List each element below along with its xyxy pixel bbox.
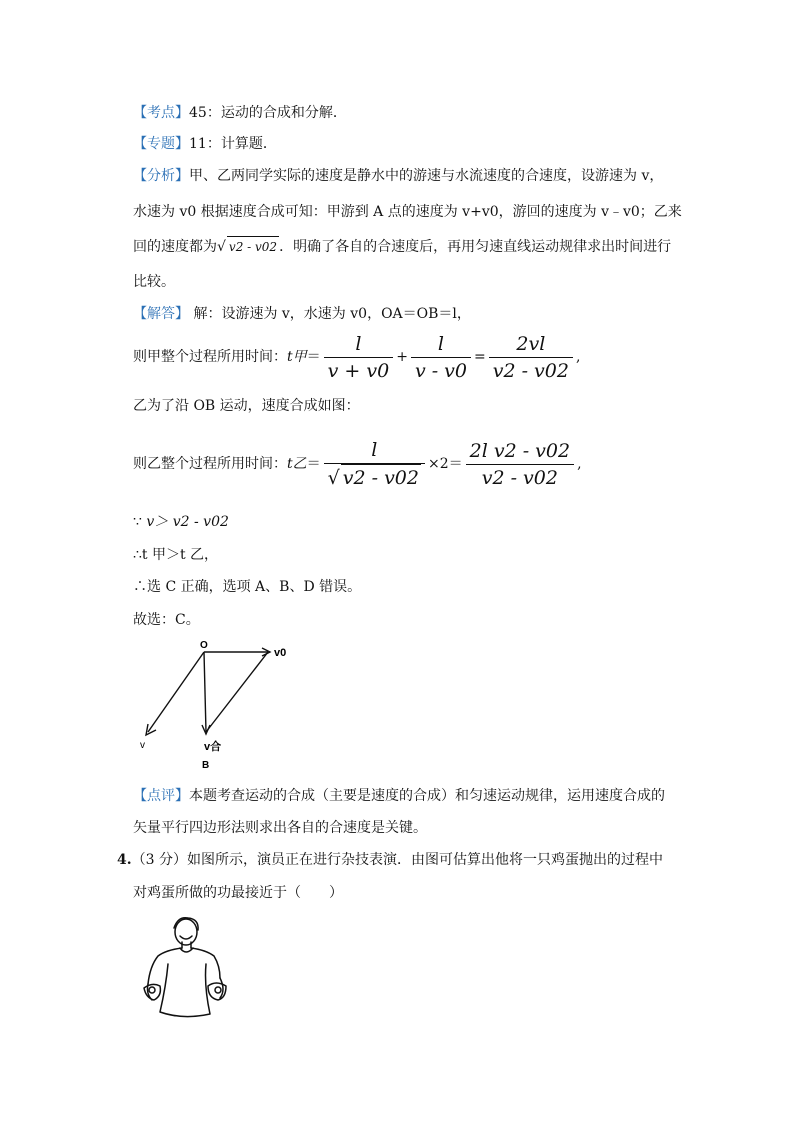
fenxi-tag: 【分析】 (133, 168, 189, 184)
yi-times: ×2＝ (427, 456, 463, 472)
v-arrow (148, 652, 204, 732)
because-line (133, 512, 229, 532)
zhuanti-tag: 【专题】 (133, 136, 189, 152)
v-he-arrow (204, 652, 206, 732)
label-v: v (140, 740, 145, 751)
fenxi-text1: 甲、乙两同学实际的速度是静水中的游速与水流速度的合速度，设游速为 v， (189, 168, 664, 184)
jia-f3-den: v2 - v02 (492, 359, 569, 382)
question4-text1: （3 分）如图所示，演员正在进行杂技表演．由图可估算出他将一只鸡蛋抛出的过程中 (131, 852, 663, 868)
label-v0: v0 (274, 647, 287, 659)
label-b: B (202, 760, 210, 771)
jia-prefix: 则甲整个过程所用时间： (133, 349, 287, 365)
jia-f2-num: l (411, 331, 471, 358)
fenxi-line2: 水速为 v0 根据速度合成可知：甲游到 A 点的速度为 v+v0，游回的速度为 v﹣v0；乙来 (133, 204, 682, 220)
because-expr: v＞ v2 - v02 (146, 514, 229, 530)
yi-f1-den: v2 - v02 (341, 464, 421, 491)
dianping-line1 (133, 786, 665, 806)
label-o: O (200, 640, 208, 651)
velocity-parallelogram-diagram (140, 636, 310, 771)
fenxi-line4: 比较。 (133, 274, 175, 290)
fenxi-sqrt-expr: v2 - v02 (227, 236, 279, 257)
because-symbol: ∵ (133, 514, 142, 530)
answer-line: 故选：C。 (133, 612, 200, 628)
fenxi-line1 (133, 166, 663, 186)
jia-fraction-2 (411, 331, 471, 384)
therefore-line-1: ∴t 甲＞t 乙， (133, 547, 219, 563)
yi-f2-num: 2l v2 - v02 (466, 438, 574, 465)
yi-f1-num: l (324, 437, 425, 464)
juggler-illustration (138, 916, 238, 1026)
dianping-tag: 【点评】 (133, 788, 189, 804)
dianping-text1: 本题考查运动的合成（主要是速度的合成）和匀速运动规律，运用速度合成的 (189, 788, 665, 804)
parallel-line-right (206, 652, 268, 732)
jia-var: t甲 (287, 349, 307, 365)
kaodian-line (133, 103, 347, 123)
fenxi-text3b: ．明确了各自的合速度后，再用匀速直线运动规律求出时间进行 (279, 239, 672, 255)
yi-fraction-2 (466, 438, 574, 491)
question4-line2: 对鸡蛋所做的功最接近于（ ） (133, 885, 343, 901)
kaodian-tag: 【考点】 (133, 105, 189, 121)
dianping-line2: 矢量平行四边形法则求出各自的合速度是关键。 (133, 820, 427, 836)
zhuanti-text: 11：计算题． (189, 136, 277, 152)
question4-number: 4. (117, 852, 132, 868)
therefore-line-2: ∴选 C 正确，选项 A、B、D 错误。 (133, 579, 362, 595)
zhuanti-line (133, 134, 277, 154)
jia-f2-den: v - v0 (414, 359, 467, 382)
yi-time-equation: 则乙整个过程所用时间：t乙＝ $\frac{l}{√ v2 - v02}$ ×2＝ $\frac{\text{2l v2 - v02}}{v2 - v02}$ , (133, 439, 582, 489)
jia-f1-num: l (324, 331, 394, 358)
jieda-intro: 解：设游速为 v，水速为 v0，OA＝OB＝l， (193, 306, 471, 322)
jia-f3-num: 2vl (489, 331, 573, 358)
yi-var: t乙 (287, 456, 307, 472)
yi-f2-den: v2 - v02 (481, 466, 558, 489)
jia-time-equation: 则甲整个过程所用时间：t甲＝ $\frac{l}{v + v0}$ + $\frac{l}{v - v0}$ = $\frac{2vl}{v2 - v02}$ , (133, 332, 581, 382)
fenxi-text3a: 回的速度都为 (133, 239, 217, 255)
fenxi-line3: 回的速度都为√ v2 - v02 ．明确了各自的合速度后，再用匀速直线运动规律求出时间进行 (133, 236, 671, 257)
yi-fraction-1 (324, 437, 425, 491)
jieda-tag: 【解答】 (133, 306, 189, 322)
v-arrowhead (146, 724, 156, 735)
jieda-line1 (133, 304, 471, 324)
jia-fraction-1 (324, 331, 394, 384)
label-v-he: v合 (204, 741, 222, 753)
jia-f1-den: v + v0 (327, 359, 390, 382)
yi-intro-line: 乙为了沿 OB 运动，速度合成如图： (133, 398, 360, 414)
kaodian-text: 45：运动的合成和分解． (189, 105, 347, 121)
yi-f1-den-wrap: √ v2 - v02 (324, 464, 425, 491)
question4-line1 (117, 850, 663, 870)
jia-fraction-3 (489, 331, 573, 384)
yi-prefix: 则乙整个过程所用时间： (133, 456, 287, 472)
